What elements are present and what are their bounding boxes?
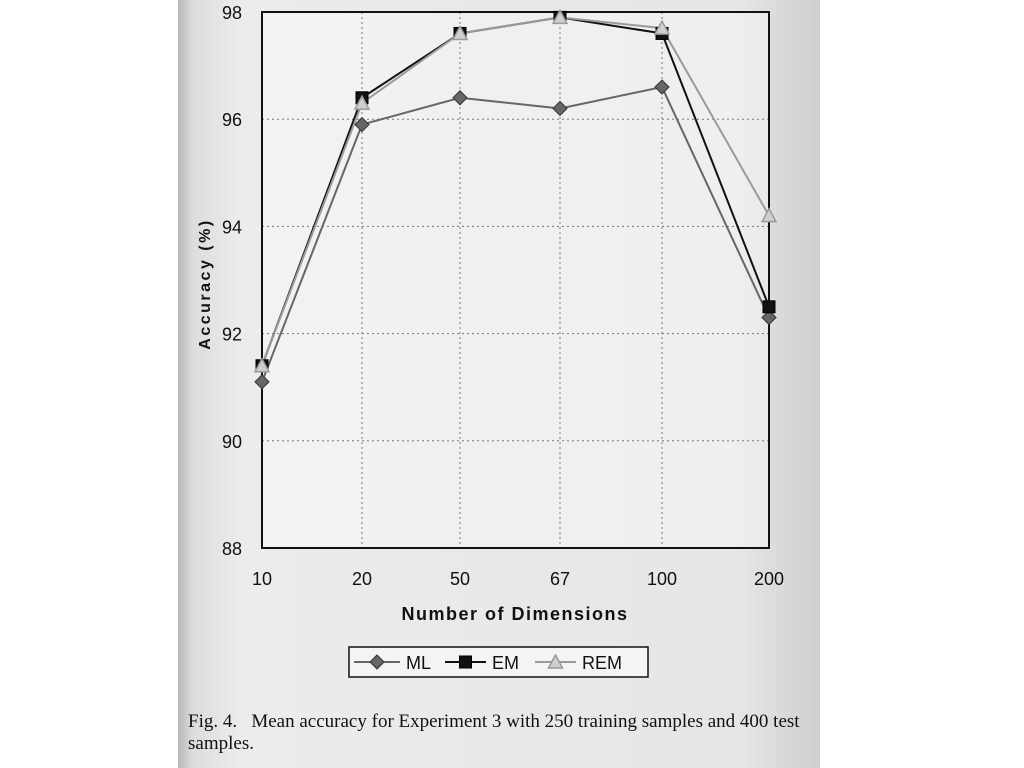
- figure-label: Fig. 4.: [188, 711, 238, 732]
- x-tick-label: 10: [251, 569, 273, 589]
- y-tick-label: 90: [221, 431, 242, 452]
- legend-label-em: EM: [492, 653, 519, 673]
- x-tick-label: 200: [753, 569, 785, 589]
- y-axis-title: Accuracy (%): [197, 218, 214, 350]
- legend-label-rem: REM: [582, 653, 622, 673]
- x-tick-label: 20: [351, 569, 373, 589]
- legend-label-ml: ML: [406, 653, 432, 673]
- figure-caption-text: Mean accuracy for Experiment 3 with 250 training samples and 400 test samples.: [188, 711, 800, 754]
- x-tick-label: 100: [646, 569, 678, 589]
- y-tick-label: 98: [221, 3, 242, 23]
- x-axis-title: Number of Dimensions: [401, 604, 629, 624]
- data-point-em: [763, 301, 775, 313]
- plot-area: [262, 12, 769, 548]
- y-tick-label: 92: [221, 324, 242, 345]
- y-tick-label: 88: [221, 539, 242, 559]
- y-tick-label: 96: [221, 110, 242, 131]
- figure-caption: [188, 711, 818, 755]
- legend-marker-em: [460, 656, 472, 668]
- y-tick-label: 94: [221, 217, 242, 238]
- x-tick-label: 50: [449, 569, 471, 589]
- x-tick-label: 67: [549, 569, 571, 589]
